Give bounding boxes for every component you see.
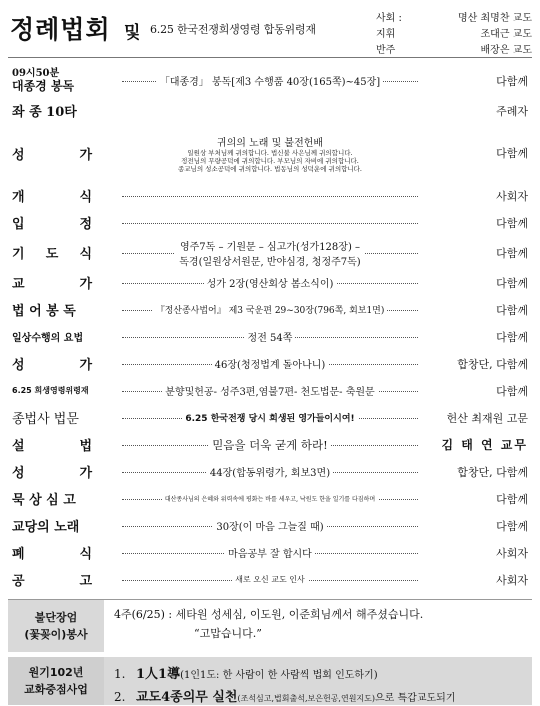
order-who: 다함께 <box>496 74 528 88</box>
order-text: 30장(이 마음 그늘질 때) <box>213 518 326 533</box>
item-detail-small: (조석심고,법회출석,보은헌공,연원지도) <box>237 694 376 703</box>
order-row <box>0 97 540 124</box>
order-label: 공 고 <box>12 574 92 589</box>
order-text: 분향및헌공- 성주3편,염불7편- 천도법문- 축원문 <box>162 383 377 398</box>
order-text: 정전 54쪽 <box>245 329 296 344</box>
order-middle <box>118 323 422 350</box>
order-text: 6.25 한국전쟁 당시 희생된 영가들이시여! <box>182 411 357 424</box>
order-middle <box>118 269 422 296</box>
order-label-text: 교당의 노래 <box>12 520 80 535</box>
order-row <box>0 296 540 323</box>
order-label: 입 정 <box>12 217 92 232</box>
order-label: 폐 식 <box>12 547 92 562</box>
order-who: 사회자 <box>496 546 528 560</box>
offering-label-line: 불단장엄 <box>34 611 78 624</box>
order-row <box>0 124 540 182</box>
order-row <box>0 566 540 593</box>
order-label: 설 법 <box>12 439 92 454</box>
refuge-note <box>174 134 366 173</box>
order-who: 사회자 <box>496 573 528 587</box>
item-detail: 으로 특갑교도되기 <box>375 693 456 704</box>
page-subtitle: 6.25 한국전쟁희생영령 합동위령재 <box>150 23 316 36</box>
title-particle: 및 <box>124 23 141 43</box>
refuge-title: 귀의의 노래 및 불전헌배 <box>216 137 324 149</box>
centennial-panel <box>8 657 532 705</box>
centennial-body <box>104 657 532 705</box>
order-row <box>0 64 540 97</box>
order-who: 주례자 <box>496 104 528 118</box>
officiant-row <box>376 8 532 24</box>
order-label <box>0 408 118 427</box>
item-number: 2. <box>114 690 126 704</box>
order-text: 영주7독 – 기원문 – 심고가(성가128장) – <box>179 238 360 253</box>
order-label <box>0 300 118 319</box>
order-text: 대산종사님의 은혜와 위력속에 평화는 바를 세우고, 낙원도 한을 일기를 다짐하며 <box>162 494 378 503</box>
order-who: 다함께 <box>496 246 528 260</box>
order-who: 다함께 <box>496 303 528 317</box>
order-label <box>0 489 118 508</box>
order-label <box>0 101 118 120</box>
order-row <box>0 458 540 485</box>
service-order <box>0 64 540 593</box>
order-middle <box>118 296 422 323</box>
order-middle <box>118 539 422 566</box>
officiant-name: 명산 최명찬 교도 <box>458 12 532 24</box>
order-middle <box>118 512 422 539</box>
item-title: 1人1導 <box>136 667 181 682</box>
officiant-name: 배장은 교도 <box>480 44 532 56</box>
order-middle <box>118 97 422 124</box>
order-who: 헌산 최재원 고문 <box>446 411 528 425</box>
order-middle <box>118 566 422 593</box>
order-middle <box>118 377 422 404</box>
order-middle <box>118 485 422 512</box>
order-middle <box>118 209 422 236</box>
order-who: 사회자 <box>496 189 528 203</box>
order-middle <box>118 350 422 377</box>
item-number: 1. <box>114 667 126 681</box>
order-who: 다함께 <box>496 384 528 398</box>
order-text: 「대종경」 봉독[제3 수행품 40장(165쪽)~45장] <box>157 73 383 88</box>
order-label-text: 법 어 봉 독 <box>12 304 76 319</box>
officiant-role: 지휘 <box>376 28 396 40</box>
page-title: 정례법회 <box>10 15 111 44</box>
order-text: 성가 2장(영산회상 봄소식이) <box>204 275 337 290</box>
order-label <box>0 329 118 344</box>
order-label: 성 가 <box>12 466 92 481</box>
order-middle <box>118 404 422 431</box>
officiant-row <box>376 24 532 40</box>
refuge-line: 일원상 부처님께 귀의합니다. 법신불 사은님께 귀의합니다. <box>187 148 353 157</box>
order-label <box>0 68 118 93</box>
item-detail: (1인1도: 한 사람이 한 사람씩 법회 인도하기) <box>180 670 378 681</box>
order-label: 교 가 <box>12 277 92 292</box>
item-title: 교도4종의무 실천 <box>136 690 238 705</box>
prayer-sequence <box>175 238 364 268</box>
centennial-item <box>114 663 522 682</box>
order-middle <box>118 64 422 97</box>
order-who: 다함께 <box>496 147 528 160</box>
officiant-name: 조대근 교도 <box>480 28 532 40</box>
order-label-text: 일상수행의 요법 <box>12 333 84 344</box>
offering-thanks: “고맙습니다.” <box>194 627 262 640</box>
order-who: 합창단, 다함께 <box>457 465 528 479</box>
order-row <box>0 431 540 458</box>
order-text: 새로 오신 교도 인사 <box>232 574 307 585</box>
order-row <box>0 209 540 236</box>
announcement-panels <box>8 599 532 705</box>
leader-dots <box>122 223 418 224</box>
order-label <box>0 516 118 535</box>
order-label: 기 도 식 <box>12 247 92 262</box>
centennial-label-line: 원기102년 <box>28 666 84 679</box>
offering-text: 4주(6/25) : 세타원 성세심, 이도원, 이준희님께서 해주셨습니다. <box>114 608 424 621</box>
order-row <box>0 236 540 269</box>
order-who: 다함께 <box>496 330 528 344</box>
order-who: 다함께 <box>496 216 528 230</box>
order-text: 44장(합동위령가, 회보3면) <box>207 464 333 479</box>
order-row <box>0 485 540 512</box>
order-text: 『정산종사법어』 제3 국운편 29~30장(796쪽, 회보1면) <box>153 303 388 316</box>
header-divider <box>8 57 532 58</box>
centennial-label-line: 교화중점사업 <box>24 683 88 696</box>
order-row <box>0 539 540 566</box>
order-label-text: 묵 상 심 고 <box>12 493 76 508</box>
order-middle <box>118 236 422 269</box>
order-text: 46장(청정법계 돌아나니) <box>212 356 329 371</box>
bulletin-header <box>0 0 540 64</box>
order-who: 합창단, 다함께 <box>457 357 528 371</box>
officiant-row <box>376 40 532 56</box>
order-middle <box>118 124 422 182</box>
leader-dots <box>122 196 418 197</box>
order-label-text: 좌 종 10타 <box>12 105 77 120</box>
order-label <box>0 385 118 396</box>
order-middle <box>118 458 422 485</box>
order-label: 개 식 <box>12 190 92 205</box>
order-row <box>0 377 540 404</box>
order-label-text: 대종경 봉독 <box>12 79 75 93</box>
preacher-name: 김 태 연 교무 <box>441 438 528 452</box>
order-who: 다함께 <box>496 492 528 506</box>
offering-label <box>8 600 104 652</box>
order-label: 성 가 <box>12 147 92 163</box>
order-row <box>0 182 540 209</box>
order-label-text: 6.25 희생영령위령재 <box>12 386 89 395</box>
order-label: 성 가 <box>12 358 92 373</box>
order-row <box>0 350 540 377</box>
centennial-item <box>114 686 522 705</box>
order-middle <box>118 431 422 458</box>
officiants-list <box>376 8 532 56</box>
officiant-role: 반주 <box>376 44 396 56</box>
refuge-line: 정전님의 무량공덕에 귀의합니다. 부모님의 자비에 귀의합니다. <box>181 156 359 165</box>
order-row <box>0 404 540 431</box>
offering-body <box>104 600 532 652</box>
officiant-role: 사회 : <box>376 12 402 24</box>
order-row <box>0 512 540 539</box>
order-middle <box>118 182 422 209</box>
offering-panel <box>8 599 532 652</box>
order-row <box>0 269 540 296</box>
order-text: 믿음을 더욱 굳게 하라! <box>209 437 331 453</box>
centennial-label <box>8 657 104 705</box>
order-label-text: 종법사 법문 <box>12 412 79 427</box>
order-time: 09시50분 <box>12 68 60 79</box>
order-row <box>0 323 540 350</box>
refuge-line: 종교님의 성소공덕에 귀의합니다. 법동님의 성덕운에 귀의합니다. <box>178 164 362 173</box>
order-text: 마음공부 잘 합시다 <box>225 545 315 560</box>
order-who: 다함께 <box>496 519 528 533</box>
order-text-2: 독경(일원상서원문, 반야심경, 청정주7독) <box>179 253 360 268</box>
order-who: 다함께 <box>496 276 528 290</box>
offering-label-line: (꽃꽂이)봉사 <box>24 628 88 641</box>
